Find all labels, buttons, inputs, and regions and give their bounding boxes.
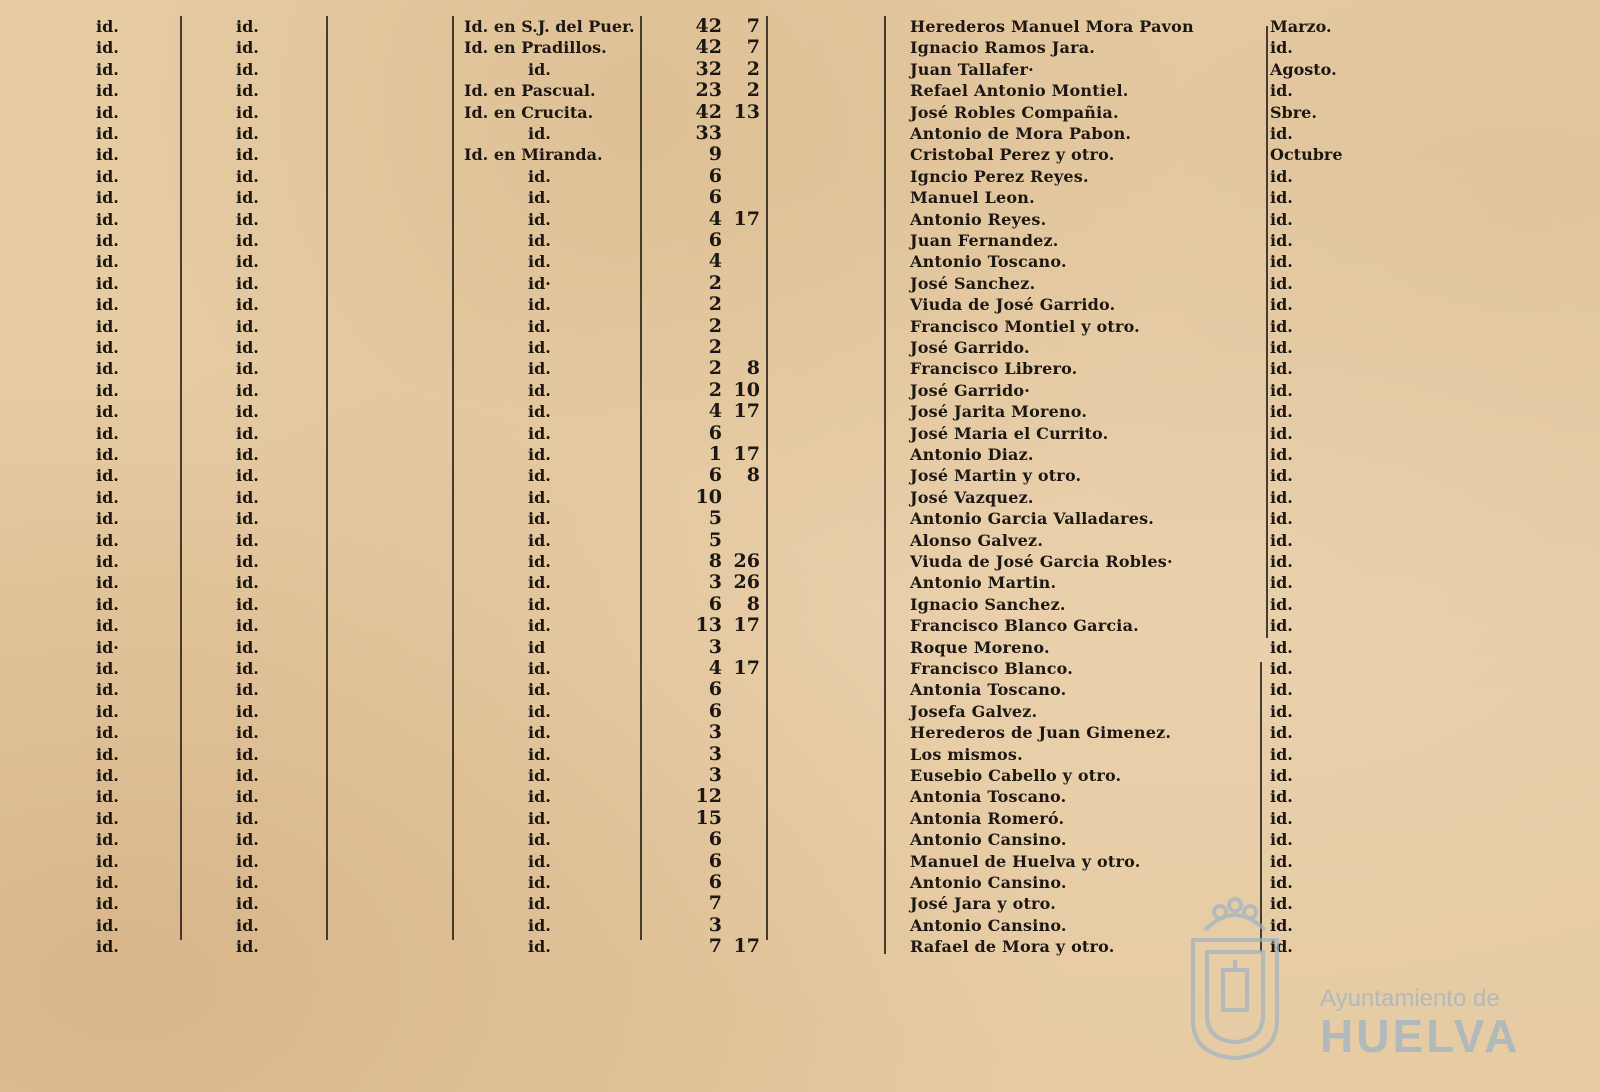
col-month: id. [1270,680,1293,700]
col-place: id. [528,380,551,400]
col-place: id. [528,659,551,678]
col-place: id. [528,509,551,529]
col-place: id. [528,851,551,871]
col-c1: id. [96,594,119,614]
col-place: id. [528,487,551,507]
col-c2: id. [236,423,259,443]
col-c1: id. [96,787,119,807]
col-area: 4 [708,250,722,273]
col-place: id. [528,680,551,700]
col-name: Igncio Perez Reyes. [910,166,1089,186]
col-c2: id. [236,145,259,165]
col-month: id. [1270,188,1293,208]
col-name: Juan Tallafer· [910,59,1034,79]
col-c1: id. [96,359,119,379]
col-name: Los mismos. [910,744,1023,764]
col-c1: id. [96,188,119,208]
col-month: id. [1270,766,1293,785]
col-month: id. [1270,637,1293,657]
col-c1: id. [96,124,119,143]
col-place: id. [528,316,551,336]
col-month: Agosto. [1270,59,1337,79]
col-c2: id. [236,594,259,614]
col-name: Antonio Cansino. [910,830,1067,850]
col-place: Id. en S.J. del Puer. [464,17,635,36]
col-sub: 17 [733,400,760,423]
col-place: id. [528,552,551,571]
col-sub: 8 [746,357,760,380]
col-sub: 26 [733,550,760,572]
col-c2: id. [236,487,259,507]
col-month: id. [1270,338,1293,357]
col-name: Antonio Diaz. [910,445,1034,464]
watermark [1320,985,1521,1062]
col-sub: 10 [733,378,760,401]
col-c1: id. [96,723,119,743]
col-area: 2 [708,293,722,316]
col-c1: id. [96,530,119,550]
col-place: id. [528,466,551,486]
col-area: 12 [695,785,722,808]
col-c1: id. [96,81,119,101]
col-place: Id. en Pradillos. [464,38,607,58]
column-rule [884,16,886,954]
col-c2: id. [236,17,259,36]
col-place: id. [528,766,551,785]
col-month: id. [1270,659,1293,678]
col-area: 6 [708,186,722,209]
col-area: 2 [708,378,722,401]
col-area: 3 [708,571,722,594]
col-c1: id. [96,894,119,914]
col-place: id. [528,402,551,422]
col-c2: id. [236,166,259,186]
col-c1: id. [96,59,119,79]
col-area: 5 [708,528,722,551]
col-c2: id. [236,273,259,293]
col-c1: id. [96,808,119,828]
col-c2: id. [236,894,259,914]
col-area: 6 [708,699,722,722]
col-c1: id. [96,380,119,400]
col-c1: id. [96,166,119,186]
col-area: 13 [695,614,722,637]
col-area: 4 [708,657,722,679]
col-c1: id. [96,766,119,785]
col-area: 6 [708,592,722,615]
col-area: 3 [708,913,722,936]
col-name: Antonio Martin. [910,573,1057,593]
col-name: José Jarita Moreno. [910,402,1088,422]
col-place: id. [528,915,551,935]
col-month: id. [1270,937,1293,957]
col-area: 4 [708,207,722,230]
col-name: Herederos Manuel Mora Pavon [910,17,1194,36]
col-c2: id. [236,937,259,957]
col-c2: id. [236,744,259,764]
col-c2: id. [236,445,259,464]
col-sub: 2 [746,79,760,102]
col-area: 2 [708,314,722,337]
col-place: id. [528,937,551,957]
col-c2: id. [236,851,259,871]
col-sub: 7 [746,36,760,59]
col-name: Roque Moreno. [910,637,1050,657]
column-rule [640,16,642,940]
col-month: id. [1270,723,1293,743]
col-sub: 17 [733,657,760,679]
col-c2: id. [236,659,259,678]
col-name: Antonio de Mora Pabon. [910,124,1132,143]
col-c2: id. [236,873,259,892]
col-name: Antonio Cansino. [910,873,1067,892]
col-name: Antonia Toscano. [910,680,1067,700]
col-place: Id. en Miranda. [464,145,603,165]
watermark-line1: Ayuntamiento de [1320,985,1500,1012]
col-place: id. [528,573,551,593]
col-place: id. [528,873,551,892]
col-c1: id. [96,145,119,165]
col-c2: id. [236,295,259,315]
col-area: 5 [708,507,722,530]
col-c1: id. [96,680,119,700]
col-c1: id. [96,338,119,357]
col-month: id. [1270,552,1293,571]
col-c2: id. [236,616,259,636]
col-sub: 17 [733,207,760,230]
col-month: id. [1270,445,1293,464]
col-month: id. [1270,231,1293,250]
col-place: id. [528,295,551,315]
col-c1: id. [96,937,119,957]
col-name: Antonio Cansino. [910,915,1067,935]
col-place: id. [528,338,551,357]
col-c2: id. [236,38,259,58]
col-place: Id. en Pascual. [464,81,596,101]
col-c2: id. [236,209,259,229]
col-month: id. [1270,530,1293,550]
column-rule [180,16,182,940]
col-name: José Sanchez. [910,273,1036,293]
col-area: 3 [708,742,722,765]
col-c2: id. [236,915,259,935]
col-name: Herederos de Juan Gimenez. [910,723,1172,743]
col-name: José Vazquez. [910,487,1034,507]
col-name: José Maria el Currito. [910,423,1109,443]
col-c2: id. [236,830,259,850]
col-month: id. [1270,316,1293,336]
col-area: 32 [695,57,722,80]
col-c1: id. [96,295,119,315]
col-c1: id. [96,273,119,293]
col-area: 42 [695,100,722,123]
col-place: id. [528,530,551,550]
col-month: id. [1270,38,1293,58]
col-area: 6 [708,229,722,251]
col-month: id. [1270,380,1293,400]
col-c1: id. [96,209,119,229]
col-c1: id. [96,102,119,122]
col-c1: id. [96,38,119,58]
col-c1: id. [96,744,119,764]
col-name: Antonio Reyes. [910,209,1047,229]
col-name: Cristobal Perez y otro. [910,145,1115,165]
col-month: id. [1270,787,1293,807]
col-month: id. [1270,851,1293,871]
col-c2: id. [236,252,259,272]
col-c2: id. [236,637,259,657]
col-area: 15 [695,806,722,829]
col-c1: id. [96,873,119,892]
col-month: Sbre. [1270,102,1317,122]
col-month: id. [1270,701,1293,721]
col-name: Viuda de José Garrido. [910,295,1116,315]
col-c1: id. [96,616,119,636]
col-c2: id. [236,59,259,79]
col-area: 10 [695,485,722,508]
col-c2: id. [236,316,259,336]
col-name: Ignacio Ramos Jara. [910,38,1096,58]
col-month: id. [1270,573,1293,593]
col-place: id. [528,808,551,828]
col-area: 3 [708,764,722,786]
col-area: 6 [708,849,722,872]
col-area: 9 [708,143,722,166]
col-c2: id. [236,338,259,357]
col-month: id. [1270,81,1293,101]
col-c2: id. [236,766,259,785]
col-name: Manuel Leon. [910,188,1035,208]
col-month: id. [1270,402,1293,422]
col-name: Antonia Toscano. [910,787,1067,807]
col-c1: id. [96,17,119,36]
col-area: 6 [708,828,722,851]
col-area: 6 [708,464,722,487]
col-area: 2 [708,336,722,358]
col-name: Francisco Blanco. [910,659,1074,678]
col-place: id. [528,231,551,250]
col-c2: id. [236,552,259,571]
col-c1: id. [96,423,119,443]
col-month: id. [1270,830,1293,850]
col-place: id. [528,894,551,914]
col-area: 6 [708,421,722,444]
watermark-line2: HUELVA [1320,1010,1521,1062]
col-name: Josefa Galvez. [910,701,1038,721]
col-place: id. [528,594,551,614]
col-c2: id. [236,680,259,700]
col-c1: id. [96,252,119,272]
col-c1: id. [96,487,119,507]
col-c2: id. [236,808,259,828]
col-place: id. [528,830,551,850]
col-sub: 17 [733,614,760,637]
col-month: id. [1270,124,1293,143]
col-area: 42 [695,15,722,37]
col-name: Refael Antonio Montiel. [910,81,1129,101]
col-place: id [528,637,546,657]
col-c2: id. [236,188,259,208]
col-c1: id. [96,659,119,678]
col-c2: id. [236,701,259,721]
col-sub: 17 [733,443,760,465]
col-area: 2 [708,357,722,380]
col-c2: id. [236,231,259,250]
col-name: Juan Fernandez. [910,231,1059,250]
col-month: id. [1270,915,1293,935]
col-name: Antonio Garcia Valladares. [910,509,1155,529]
col-month: id. [1270,273,1293,293]
col-c2: id. [236,787,259,807]
col-c1: id. [96,851,119,871]
col-sub: 2 [746,57,760,80]
column-rule [1266,26,1268,638]
col-name: Francisco Montiel y otro. [910,316,1140,336]
col-area: 8 [708,550,722,572]
col-c1: id. [96,231,119,250]
col-place: id. [528,209,551,229]
col-area: 23 [695,79,722,102]
col-month: id. [1270,423,1293,443]
col-month: id. [1270,252,1293,272]
col-area: 4 [708,400,722,423]
col-area: 6 [708,678,722,701]
col-c2: id. [236,102,259,122]
col-area: 3 [708,635,722,658]
col-month: id. [1270,509,1293,529]
col-c2: id. [236,81,259,101]
col-month: id. [1270,466,1293,486]
col-name: Viuda de José Garcia Robles· [910,552,1173,571]
col-place: id. [528,423,551,443]
col-name: José Garrido· [910,380,1030,400]
col-month: Octubre [1270,145,1343,165]
col-place: id. [528,744,551,764]
col-name: José Robles Compañia. [910,102,1119,122]
col-place: id. [528,166,551,186]
col-month: id. [1270,295,1293,315]
col-place: id· [528,273,551,293]
col-place: id. [528,188,551,208]
col-place: id. [528,616,551,636]
col-name: Eusebio Cabello y otro. [910,766,1122,785]
col-sub: 8 [746,592,760,615]
col-sub: 7 [746,15,760,37]
col-name: Rafael de Mora y otro. [910,937,1115,957]
column-rule [326,16,328,940]
col-c1: id. [96,509,119,529]
col-area: 7 [708,935,722,958]
col-sub: 17 [733,935,760,958]
column-rule [452,16,454,940]
col-name: Manuel de Huelva y otro. [910,851,1141,871]
col-area: 6 [708,164,722,187]
col-c1: id. [96,466,119,486]
col-c1: id. [96,701,119,721]
col-place: id. [528,787,551,807]
col-c2: id. [236,723,259,743]
col-month: id. [1270,594,1293,614]
col-sub: 8 [746,464,760,487]
col-place: id. [528,124,551,143]
col-c1: id. [96,573,119,593]
crest-icon [1185,890,1285,1060]
col-place: id. [528,59,551,79]
column-rule [766,16,768,940]
col-c1: id. [96,316,119,336]
col-c1: id. [96,552,119,571]
col-area: 2 [708,271,722,294]
col-name: Antonia Romeró. [910,808,1065,828]
col-area: 33 [695,122,722,144]
col-c2: id. [236,573,259,593]
col-month: id. [1270,894,1293,914]
col-c2: id. [236,530,259,550]
col-place: id. [528,445,551,464]
col-place: id. [528,252,551,272]
col-month: id. [1270,873,1293,892]
col-month: id. [1270,359,1293,379]
col-name: José Garrido. [910,338,1030,357]
col-place: Id. en Crucita. [464,102,594,122]
col-c1: id· [96,637,119,657]
col-area: 1 [708,443,722,465]
col-c2: id. [236,402,259,422]
col-month: id. [1270,166,1293,186]
col-name: José Jara y otro. [910,894,1057,914]
col-place: id. [528,359,551,379]
col-place: id. [528,723,551,743]
col-c2: id. [236,380,259,400]
col-c2: id. [236,466,259,486]
col-name: Alonso Galvez. [910,530,1044,550]
col-area: 6 [708,871,722,893]
col-c2: id. [236,359,259,379]
col-area: 7 [708,892,722,915]
col-name: Francisco Librero. [910,359,1078,379]
col-month: Marzo. [1270,17,1332,36]
col-area: 42 [695,36,722,59]
col-c1: id. [96,915,119,935]
col-c1: id. [96,830,119,850]
col-month: id. [1270,487,1293,507]
col-c2: id. [236,509,259,529]
col-area: 3 [708,721,722,744]
col-c1: id. [96,402,119,422]
col-c2: id. [236,124,259,143]
col-name: Ignacio Sanchez. [910,594,1066,614]
col-month: id. [1270,209,1293,229]
col-month: id. [1270,808,1293,828]
col-month: id. [1270,744,1293,764]
col-month: id. [1270,616,1293,636]
col-sub: 13 [733,100,760,123]
col-c1: id. [96,445,119,464]
col-sub: 26 [733,571,760,594]
col-name: Antonio Toscano. [910,252,1067,272]
col-place: id. [528,701,551,721]
col-name: Francisco Blanco Garcia. [910,616,1139,636]
col-name: José Martin y otro. [910,466,1082,486]
